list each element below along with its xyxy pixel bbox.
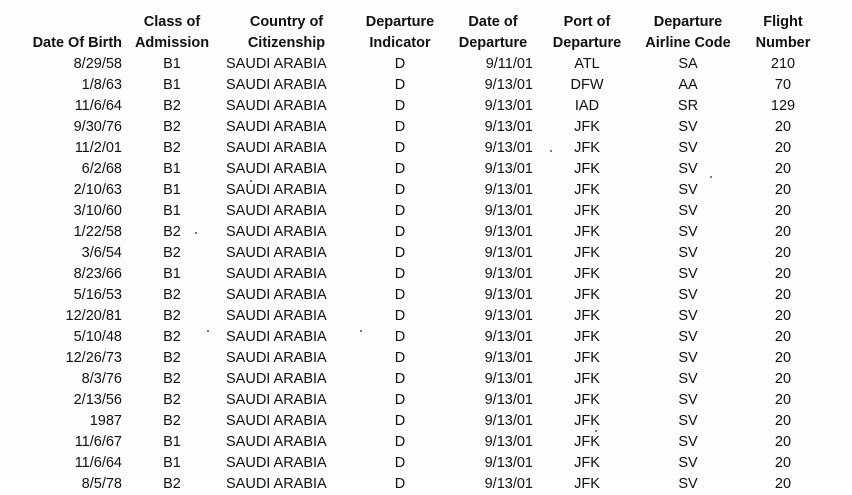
class-of-admission-cell: B2 — [163, 287, 181, 303]
flight-number-cell: 20 — [774, 434, 792, 450]
date-of-departure-cell: 9/13/01 — [484, 392, 533, 408]
flight-number-cell: 20 — [774, 119, 792, 135]
table-row — [8, 474, 823, 495]
country-of-citizenship-cell: SAUDI ARABIA — [226, 476, 327, 492]
table-row — [8, 138, 823, 159]
country-of-citizenship-cell: SAUDI ARABIA — [226, 140, 327, 156]
departure-indicator-cell: D — [394, 224, 406, 240]
header-date-of-departure: Date of Departure — [458, 14, 528, 51]
flight-number-cell: 20 — [774, 455, 792, 471]
scan-speck — [195, 232, 197, 234]
country-of-citizenship-cell: SAUDI ARABIA — [226, 350, 327, 366]
departure-records-table — [8, 8, 823, 495]
class-of-admission-cell: B2 — [163, 140, 181, 156]
departure-airline-code-cell: SV — [678, 182, 698, 198]
header-row — [8, 8, 823, 54]
departure-indicator-cell: D — [394, 203, 406, 219]
departure-indicator-cell: D — [394, 140, 406, 156]
header-date-of-birth: Date Of Birth — [32, 35, 122, 51]
country-of-citizenship-cell: SAUDI ARABIA — [226, 287, 327, 303]
class-of-admission-cell: B1 — [163, 77, 181, 93]
departure-airline-code-cell: SV — [678, 434, 698, 450]
date-of-departure-cell: 9/13/01 — [484, 413, 533, 429]
date-of-birth-cell: 8/29/58 — [73, 56, 122, 72]
port-of-departure-cell: JFK — [574, 308, 600, 324]
date-of-birth-cell: 8/5/78 — [81, 476, 122, 492]
scan-speck — [710, 176, 712, 178]
scan-speck — [250, 180, 252, 182]
country-of-citizenship-cell: SAUDI ARABIA — [226, 182, 327, 198]
date-of-departure-cell: 9/13/01 — [484, 455, 533, 471]
departure-airline-code-cell: SV — [678, 266, 698, 282]
country-of-citizenship-cell: SAUDI ARABIA — [226, 266, 327, 282]
table-row — [8, 348, 823, 369]
date-of-departure-cell: 9/13/01 — [484, 224, 533, 240]
port-of-departure-cell: JFK — [574, 392, 600, 408]
date-of-departure-cell: 9/13/01 — [484, 434, 533, 450]
departure-airline-code-cell: SV — [678, 119, 698, 135]
departure-airline-code-cell: SV — [678, 140, 698, 156]
port-of-departure-cell: JFK — [574, 182, 600, 198]
port-of-departure-cell: JFK — [574, 140, 600, 156]
departure-indicator-cell: D — [394, 455, 406, 471]
date-of-departure-cell: 9/13/01 — [484, 77, 533, 93]
table-row — [8, 285, 823, 306]
departure-indicator-cell: D — [394, 119, 406, 135]
departure-airline-code-cell: SV — [678, 245, 698, 261]
departure-airline-code-cell: SV — [678, 392, 698, 408]
class-of-admission-cell: B1 — [163, 161, 181, 177]
date-of-departure-cell: 9/13/01 — [484, 245, 533, 261]
port-of-departure-cell: JFK — [574, 371, 600, 387]
class-of-admission-cell: B1 — [163, 434, 181, 450]
date-of-departure-cell: 9/13/01 — [484, 182, 533, 198]
flight-number-cell: 20 — [774, 140, 792, 156]
flight-number-cell: 70 — [774, 77, 792, 93]
port-of-departure-cell: ATL — [574, 56, 600, 72]
date-of-departure-cell: 9/13/01 — [484, 308, 533, 324]
port-of-departure-cell: JFK — [574, 413, 600, 429]
class-of-admission-cell: B2 — [163, 371, 181, 387]
country-of-citizenship-cell: SAUDI ARABIA — [226, 245, 327, 261]
departure-airline-code-cell: SV — [678, 476, 698, 492]
date-of-birth-cell: 6/2/68 — [81, 161, 122, 177]
class-of-admission-cell: B1 — [163, 203, 181, 219]
departure-indicator-cell: D — [394, 350, 406, 366]
header-departure-airline-code: Departure Airline Code — [645, 14, 731, 51]
port-of-departure-cell: JFK — [574, 266, 600, 282]
date-of-departure-cell: 9/13/01 — [484, 203, 533, 219]
country-of-citizenship-cell: SAUDI ARABIA — [226, 77, 327, 93]
departure-airline-code-cell: AA — [678, 77, 698, 93]
date-of-birth-cell: 11/6/67 — [74, 434, 122, 450]
scan-speck — [207, 330, 209, 332]
departure-indicator-cell: D — [394, 77, 406, 93]
date-of-birth-cell: 12/20/81 — [65, 308, 122, 324]
flight-number-cell: 20 — [774, 476, 792, 492]
departure-airline-code-cell: SV — [678, 308, 698, 324]
flight-number-cell: 210 — [770, 56, 796, 72]
flight-number-cell: 20 — [774, 350, 792, 366]
date-of-birth-cell: 3/10/60 — [73, 203, 122, 219]
table-row — [8, 117, 823, 138]
port-of-departure-cell: JFK — [574, 119, 600, 135]
date-of-departure-cell: 9/13/01 — [484, 350, 533, 366]
table-row — [8, 264, 823, 285]
date-of-departure-cell: 9/11/01 — [485, 56, 533, 72]
header-country-of-citizenship: Country of Citizenship — [247, 14, 326, 51]
port-of-departure-cell: JFK — [574, 455, 600, 471]
table-row — [8, 411, 823, 432]
flight-number-cell: 20 — [774, 287, 792, 303]
class-of-admission-cell: B2 — [163, 476, 181, 492]
table-header — [8, 8, 823, 54]
date-of-birth-cell: 9/30/76 — [73, 119, 122, 135]
date-of-departure-cell: 9/13/01 — [484, 140, 533, 156]
table-row — [8, 159, 823, 180]
date-of-birth-cell: 11/6/64 — [74, 98, 122, 114]
scan-speck — [360, 330, 362, 332]
class-of-admission-cell: B1 — [163, 266, 181, 282]
flight-number-cell: 20 — [774, 266, 792, 282]
class-of-admission-cell: B1 — [163, 455, 181, 471]
class-of-admission-cell: B2 — [163, 98, 181, 114]
scan-speck — [550, 150, 552, 152]
country-of-citizenship-cell: SAUDI ARABIA — [226, 161, 327, 177]
flight-number-cell: 20 — [774, 329, 792, 345]
table-row — [8, 222, 823, 243]
date-of-birth-cell: 1987 — [89, 413, 122, 429]
country-of-citizenship-cell: SAUDI ARABIA — [226, 455, 327, 471]
country-of-citizenship-cell: SAUDI ARABIA — [226, 308, 327, 324]
header-departure-indicator: Departure Indicator — [365, 14, 435, 51]
table-row — [8, 327, 823, 348]
date-of-birth-cell: 8/3/76 — [81, 371, 122, 387]
date-of-birth-cell: 1/22/58 — [73, 224, 122, 240]
departure-airline-code-cell: SV — [678, 350, 698, 366]
country-of-citizenship-cell: SAUDI ARABIA — [226, 392, 327, 408]
country-of-citizenship-cell: SAUDI ARABIA — [226, 434, 327, 450]
flight-number-cell: 20 — [774, 413, 792, 429]
date-of-departure-cell: 9/13/01 — [484, 98, 533, 114]
port-of-departure-cell: JFK — [574, 287, 600, 303]
departure-airline-code-cell: SV — [678, 224, 698, 240]
date-of-departure-cell: 9/13/01 — [484, 476, 533, 492]
table-row — [8, 54, 823, 75]
class-of-admission-cell: B1 — [163, 182, 181, 198]
flight-number-cell: 129 — [770, 98, 796, 114]
class-of-admission-cell: B2 — [163, 392, 181, 408]
table-body — [8, 54, 823, 495]
flight-number-cell: 20 — [774, 203, 792, 219]
table-row — [8, 243, 823, 264]
country-of-citizenship-cell: SAUDI ARABIA — [226, 371, 327, 387]
scan-speck — [595, 430, 597, 432]
port-of-departure-cell: DFW — [570, 77, 604, 93]
header-port-of-departure: Port of Departure — [552, 14, 622, 51]
class-of-admission-cell: B2 — [163, 119, 181, 135]
table-row — [8, 96, 823, 117]
port-of-departure-cell: JFK — [574, 329, 600, 345]
country-of-citizenship-cell: SAUDI ARABIA — [226, 56, 327, 72]
port-of-departure-cell: JFK — [574, 245, 600, 261]
port-of-departure-cell: JFK — [574, 350, 600, 366]
departure-indicator-cell: D — [394, 392, 406, 408]
header-flight-number: Flight Number — [755, 14, 811, 51]
port-of-departure-cell: JFK — [574, 224, 600, 240]
departure-indicator-cell: D — [394, 56, 406, 72]
departure-airline-code-cell: SV — [678, 329, 698, 345]
table-row — [8, 453, 823, 474]
departure-indicator-cell: D — [394, 434, 406, 450]
flight-number-cell: 20 — [774, 245, 792, 261]
table-row — [8, 390, 823, 411]
departure-indicator-cell: D — [394, 413, 406, 429]
table-row — [8, 201, 823, 222]
class-of-admission-cell: B2 — [163, 350, 181, 366]
port-of-departure-cell: JFK — [574, 203, 600, 219]
port-of-departure-cell: JFK — [574, 161, 600, 177]
departure-airline-code-cell: SV — [678, 203, 698, 219]
flight-number-cell: 20 — [774, 161, 792, 177]
date-of-departure-cell: 9/13/01 — [484, 329, 533, 345]
departure-indicator-cell: D — [394, 371, 406, 387]
date-of-departure-cell: 9/13/01 — [484, 287, 533, 303]
class-of-admission-cell: B2 — [163, 413, 181, 429]
port-of-departure-cell: JFK — [574, 434, 600, 450]
date-of-birth-cell: 2/13/56 — [73, 392, 122, 408]
date-of-birth-cell: 11/2/01 — [74, 140, 122, 156]
date-of-birth-cell: 2/10/63 — [73, 182, 122, 198]
port-of-departure-cell: JFK — [574, 476, 600, 492]
flight-number-cell: 20 — [774, 182, 792, 198]
departure-indicator-cell: D — [394, 182, 406, 198]
date-of-departure-cell: 9/13/01 — [484, 371, 533, 387]
departure-airline-code-cell: SR — [677, 98, 699, 114]
date-of-birth-cell: 12/26/73 — [65, 350, 122, 366]
departure-indicator-cell: D — [394, 329, 406, 345]
flight-number-cell: 20 — [774, 371, 792, 387]
departure-indicator-cell: D — [394, 245, 406, 261]
class-of-admission-cell: B1 — [163, 56, 181, 72]
port-of-departure-cell: IAD — [574, 98, 600, 114]
country-of-citizenship-cell: SAUDI ARABIA — [226, 98, 327, 114]
class-of-admission-cell: B2 — [163, 308, 181, 324]
date-of-birth-cell: 8/23/66 — [73, 266, 122, 282]
departure-airline-code-cell: SV — [678, 161, 698, 177]
date-of-departure-cell: 9/13/01 — [484, 266, 533, 282]
country-of-citizenship-cell: SAUDI ARABIA — [226, 119, 327, 135]
date-of-birth-cell: 11/6/64 — [74, 455, 122, 471]
flight-number-cell: 20 — [774, 392, 792, 408]
departure-indicator-cell: D — [394, 161, 406, 177]
country-of-citizenship-cell: SAUDI ARABIA — [226, 413, 327, 429]
class-of-admission-cell: B2 — [163, 245, 181, 261]
table-row — [8, 432, 823, 453]
departure-airline-code-cell: SV — [678, 413, 698, 429]
date-of-birth-cell: 5/10/48 — [73, 329, 122, 345]
flight-number-cell: 20 — [774, 308, 792, 324]
table-row — [8, 180, 823, 201]
table-row — [8, 369, 823, 390]
departure-airline-code-cell: SV — [678, 455, 698, 471]
departure-airline-code-cell: SA — [678, 56, 698, 72]
date-of-departure-cell: 9/13/01 — [484, 119, 533, 135]
class-of-admission-cell: B2 — [163, 224, 181, 240]
date-of-departure-cell: 9/13/01 — [484, 161, 533, 177]
departure-indicator-cell: D — [394, 98, 406, 114]
date-of-birth-cell: 3/6/54 — [81, 245, 122, 261]
country-of-citizenship-cell: SAUDI ARABIA — [226, 203, 327, 219]
departure-airline-code-cell: SV — [678, 287, 698, 303]
departure-indicator-cell: D — [394, 287, 406, 303]
class-of-admission-cell: B2 — [163, 329, 181, 345]
departure-airline-code-cell: SV — [678, 371, 698, 387]
country-of-citizenship-cell: SAUDI ARABIA — [226, 329, 327, 345]
departure-indicator-cell: D — [394, 308, 406, 324]
country-of-citizenship-cell: SAUDI ARABIA — [226, 224, 327, 240]
header-class-of-admission: Class of Admission — [134, 14, 210, 51]
departure-indicator-cell: D — [394, 476, 406, 492]
table-row — [8, 306, 823, 327]
departure-indicator-cell: D — [394, 266, 406, 282]
date-of-birth-cell: 1/8/63 — [81, 77, 122, 93]
table-row — [8, 75, 823, 96]
date-of-birth-cell: 5/16/53 — [73, 287, 122, 303]
flight-number-cell: 20 — [774, 224, 792, 240]
